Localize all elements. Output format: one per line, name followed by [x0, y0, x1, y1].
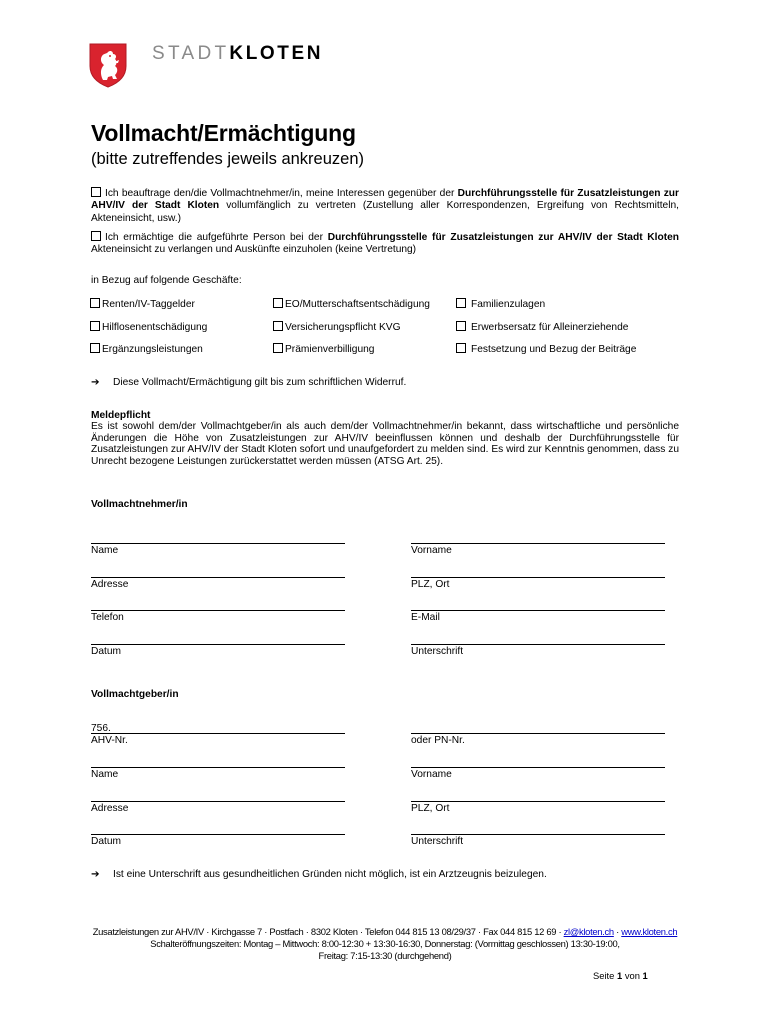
agent-email-field[interactable]	[411, 610, 665, 611]
page-number	[593, 970, 648, 981]
checkbox-erwerbsersatz[interactable]	[456, 321, 466, 331]
agent-firstname-label: Vorname	[411, 545, 452, 556]
principal-ahv-label: AHV-Nr.	[91, 735, 128, 746]
page-subtitle: (bitte zutreffendes jeweils ankreuzen)	[91, 150, 365, 168]
validity-text: Diese Vollmacht/Ermächtigung gilt bis zum schriftlichen Widerruf.	[113, 377, 407, 388]
agent-address-label: Adresse	[91, 579, 129, 590]
footer-address: Zusatzleistungen zur AHV/IV · Kirchgasse 7 · Postfach · 8302 Kloten · Telefon 044 815 13 08/29/37 · Fax 044 815 12 69 ·	[92, 926, 564, 937]
agent-firstname-field[interactable]	[411, 543, 665, 544]
agent-name-label: Name	[91, 545, 119, 556]
page-label: Seite	[593, 970, 615, 981]
page-title: Vollmacht/Ermächtigung	[91, 120, 356, 146]
checkbox-praemien[interactable]	[273, 343, 283, 353]
option-praemien[interactable]	[273, 343, 374, 355]
checkbox-beitraege[interactable]	[456, 343, 466, 353]
option-eo[interactable]	[273, 298, 430, 310]
principal-address-field[interactable]	[91, 801, 345, 802]
validity-note	[91, 377, 406, 388]
agent-section-title: Vollmachtnehmer/in	[91, 499, 188, 510]
agent-signature-field[interactable]	[411, 644, 665, 645]
agent-zip-city-field[interactable]	[411, 577, 665, 578]
footer	[0, 926, 770, 963]
page-current: 1	[616, 970, 623, 981]
option-label: Erwerbsersatz für Alleinerziehende	[471, 322, 629, 333]
option-label: Festsetzung und Bezug der Beiträge	[471, 344, 637, 355]
page-total: 1	[642, 970, 648, 981]
opt1-post: vollumfänglich zu vertreten (Zustellung aller Korrespondenzen, Ergreifung von Rechtsmitteln, Akteneinsicht, usw.)	[91, 200, 679, 224]
principal-name-label: Name	[91, 769, 119, 780]
checkbox-full-authority[interactable]	[91, 187, 101, 197]
meldepflicht-title: Meldepflicht	[91, 410, 151, 421]
checkbox-eo[interactable]	[273, 298, 283, 308]
signature-note-text: Ist eine Unterschrift aus gesundheitlichen Gründen nicht möglich, ist ein Arztzeugnis beizulegen.	[113, 869, 547, 880]
agent-name-field[interactable]	[91, 543, 345, 544]
authority-option-inspect	[91, 231, 679, 257]
opt2-text: Ich ermächtige die aufgeführte Person bei der	[105, 232, 328, 243]
signature-note	[91, 869, 547, 880]
opt2-bold: Durchführungsstelle für Zusatzleistungen zur AHV/IV der Stadt Kloten	[327, 232, 679, 243]
arrow-right-icon: ➔	[91, 869, 100, 880]
footer-hours-friday: Freitag: 7:15-13:30 (durchgehend)	[318, 950, 452, 962]
website-link[interactable]: www.kloten.ch	[621, 926, 678, 937]
meldepflicht-text: Es ist sowohl dem/der Vollmachtgeber/in als auch dem/der Vollmachtnehmer/in bekannt, dass wirtschaftliche und persönliche Änderungen die Höhe von Zusatzleistungen zur AHV/IV beeinflussen können und deshalb der Durchführungsstelle für Zusatzleistungen zur AHV/IV der Stadt Kloten sofort und unaufgefordert zu melden sind. Es wird zur Kenntnis genommen, dass zu Unrecht bezogene Leistungen zurückerstattet werden müssen (ATSG Art. 25).	[91, 421, 679, 468]
agent-phone-label: Telefon	[91, 612, 124, 623]
option-kvg[interactable]	[273, 321, 401, 333]
checkbox-hilflosen[interactable]	[90, 321, 100, 331]
principal-date-field[interactable]	[91, 834, 345, 835]
brand-light: STADT	[152, 43, 230, 64]
principal-firstname-label: Vorname	[411, 769, 452, 780]
opt1-text: Ich beauftrage den/die Vollmachtnehmer/in, meine Interessen gegenüber der	[105, 188, 458, 199]
option-label: EO/Mutterschaftsentschädigung	[285, 299, 430, 310]
agent-phone-field[interactable]	[91, 610, 345, 611]
page-of: von	[624, 970, 640, 981]
ahv-prefix: 756.	[91, 723, 111, 734]
brand-bold: KLOTEN	[229, 43, 324, 64]
checkbox-renten[interactable]	[90, 298, 100, 308]
principal-signature-field[interactable]	[411, 834, 665, 835]
business-intro: in Bezug auf folgende Geschäfte:	[91, 275, 242, 286]
principal-date-label: Datum	[91, 836, 122, 847]
agent-date-field[interactable]	[91, 644, 345, 645]
principal-section-title: Vollmachtgeber/in	[91, 689, 179, 700]
opt1-bold: Durchführungsstelle für Zusatzleistungen zur AHV/IV der Stadt Kloten	[91, 188, 679, 212]
principal-zip-city-label: PLZ, Ort	[411, 803, 450, 814]
agent-date-label: Datum	[91, 646, 122, 657]
option-renten[interactable]	[90, 298, 195, 310]
principal-name-field[interactable]	[91, 767, 345, 768]
option-label: Prämienverbilligung	[285, 344, 375, 355]
authority-option-full	[91, 187, 679, 225]
checkbox-ergaenzung[interactable]	[90, 343, 100, 353]
option-label: Ergänzungsleistungen	[102, 344, 203, 355]
checkbox-inspection-authority[interactable]	[91, 231, 101, 241]
option-beitraege[interactable]	[456, 343, 636, 355]
arrow-right-icon: ➔	[91, 377, 100, 388]
option-hilflosen[interactable]	[90, 321, 207, 333]
option-label: Hilflosenentschädigung	[102, 322, 208, 333]
principal-firstname-field[interactable]	[411, 767, 665, 768]
principal-ahv-field[interactable]	[91, 733, 345, 734]
option-erwerbsersatz[interactable]	[456, 321, 628, 333]
agent-zip-city-label: PLZ, Ort	[411, 579, 450, 590]
principal-pn-label: oder PN-Nr.	[411, 735, 465, 746]
option-ergaenzung[interactable]	[90, 343, 203, 355]
opt2-post: Akteneinsicht zu verlangen und Auskünfte einzuholen (keine Vertretung)	[91, 244, 417, 256]
principal-zip-city-field[interactable]	[411, 801, 665, 802]
principal-address-label: Adresse	[91, 803, 129, 814]
option-label: Familienzulagen	[471, 299, 546, 310]
footer-contact-line	[0, 926, 770, 938]
footer-hours-line: Schalteröffnungszeiten: Montag – Mittwoch: 8:00-12:30 + 13:30-16:30, Donnerstag: (Vormittag geschlossen) 13:30-19:00,	[150, 938, 620, 950]
option-label: Renten/IV-Taggelder	[102, 299, 195, 310]
email-link[interactable]: zl@kloten.ch	[563, 926, 614, 937]
agent-address-field[interactable]	[91, 577, 345, 578]
checkbox-familienzulagen[interactable]	[456, 298, 466, 308]
agent-email-label: E-Mail	[411, 612, 440, 623]
brand-wordmark	[152, 43, 323, 65]
checkbox-kvg[interactable]	[273, 321, 283, 331]
kloten-coat-of-arms-logo	[88, 42, 128, 88]
option-familienzulagen[interactable]	[456, 298, 545, 310]
option-label: Versicherungspflicht KVG	[285, 322, 401, 333]
agent-signature-label: Unterschrift	[411, 646, 464, 657]
footer-separator: ·	[613, 926, 622, 937]
principal-pn-field[interactable]	[411, 733, 665, 734]
principal-signature-label: Unterschrift	[411, 836, 464, 847]
